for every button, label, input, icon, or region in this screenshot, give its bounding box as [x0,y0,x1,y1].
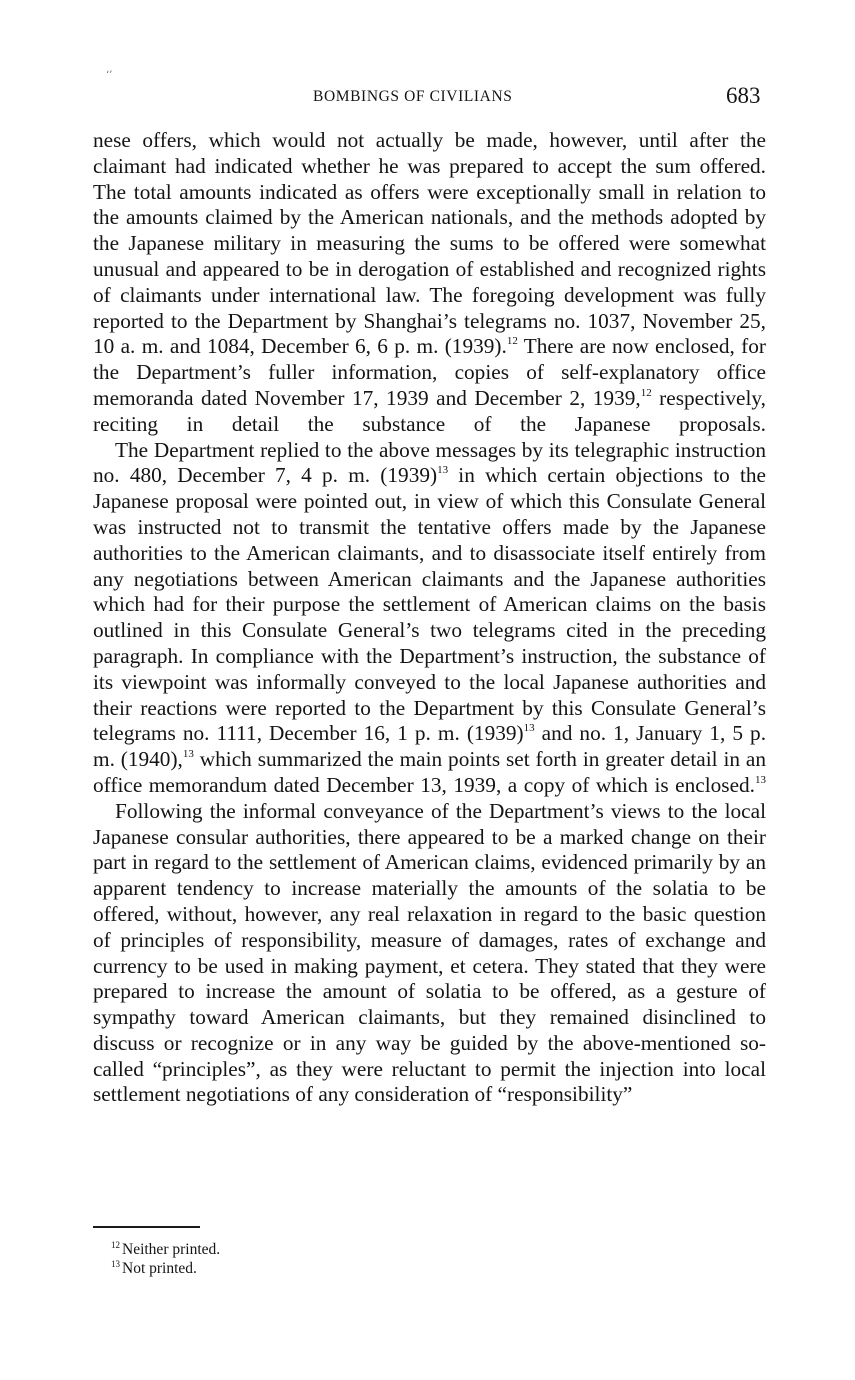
paragraph-department-reply [93,438,766,799]
footnote-rule [93,1226,200,1228]
footnote-ref: 13 [755,773,766,786]
paragraph-text: There are now enclosed, for the Department’s fuller information, copies of self-explanatory office memoranda dated November 17, 1939 and December 2, 1939, [93,334,766,410]
paragraph-text: The Department replied to the above messages by its telegraphic instruction no. 480, December 7, 4 p. m. (1939) [93,437,766,488]
footnote-ref: 13 [182,748,194,761]
paragraph-continuation [93,128,766,438]
paragraph-text: and no. 1, January 1, 5 p. m. (1940), [93,721,767,772]
paragraph-following [93,799,766,1109]
paragraph-text: which summarized the main points set forth in greater detail in an office memorandum dated December 13, 1939, a copy of which is enclosed. [93,747,766,797]
scan-mark: ‘’ [106,70,113,81]
footnote [111,1259,220,1278]
footnote-ref: 13 [523,722,535,735]
paragraph-text: in which certain objections to the Japanese proposal were pointed out, in view of which this Consulate General was instructed not to transmit the tentative offers made by the Japanese authorities to the American claimants, and to disassociate itself entirely from any negotiations between American claimants and the Japanese authorities which had for their purpose the settlement of American claims on the basis outlined in this Consulate General’s two telegrams cited in the preceding paragraph. In compliance with the Department’s instruction, the substance of its viewpoint was informally conveyed to the local Japanese authorities and their reactions were reported to the Department by this Consulate General’s telegrams no. 1111, December 16, 1 p. m. (1939) [93,463,766,746]
paragraph-text: respectively, reciting in detail the substance of the Japanese proposals. [93,385,766,436]
footnote-ref: 12 [506,335,518,348]
footnote-number: 13 [111,1259,120,1269]
footnote-number: 12 [111,1240,120,1250]
page-number: 683 [726,83,761,108]
footnote-text: Not printed. [122,1260,197,1277]
footnotes [111,1240,220,1278]
paragraph-text: Following the informal conveyance of the Department’s views to the local Japanese consular authorities, there appeared to be a marked change on their part in regard to the settlement of American claims, evidenced primarily by an apparent tendency to increase materially the amounts of the solatia to be offered, without, however, any real relaxation in regard to the basic question of principles of responsibility, measure of damages, rates of exchange and currency to be used in making payment, et cetera. They stated that they were prepared to increase the amount of solatia to be offered, as a gesture of sympathy toward American claimants, but they remained disinclined to discuss or recognize or in any way be guided by the above-mentioned so-called “principles”, as they were reluctant to permit the injection into local settlement negotiations of any consideration of “responsibility” [93,798,766,1107]
body-text [93,128,766,1108]
footnote-ref: 12 [640,386,652,399]
paragraph-text: nese offers, which would not actually be made, however, until after the claimant had indicated whether he was prepared to accept the sum offered. The total amounts indicated as offers were exceptionally small in relation to the amounts claimed by the American nationals, and the methods adopted by the Japanese military in measuring the sums to be offered were somewhat unusual and appeared to be in derogation of established and recognized rights of claimants under international law. The foregoing development was fully reported to the Department by Shanghai’s telegrams no. 1037, November 25, 10 a. m. and 1084, December 6, 6 p. m. (1939). [93,128,766,359]
running-head: BOMBINGS OF CIVILIANS [313,88,513,105]
footnote-text: Neither printed. [122,1241,221,1258]
footnote-ref: 13 [437,464,449,477]
footnote [111,1240,220,1259]
